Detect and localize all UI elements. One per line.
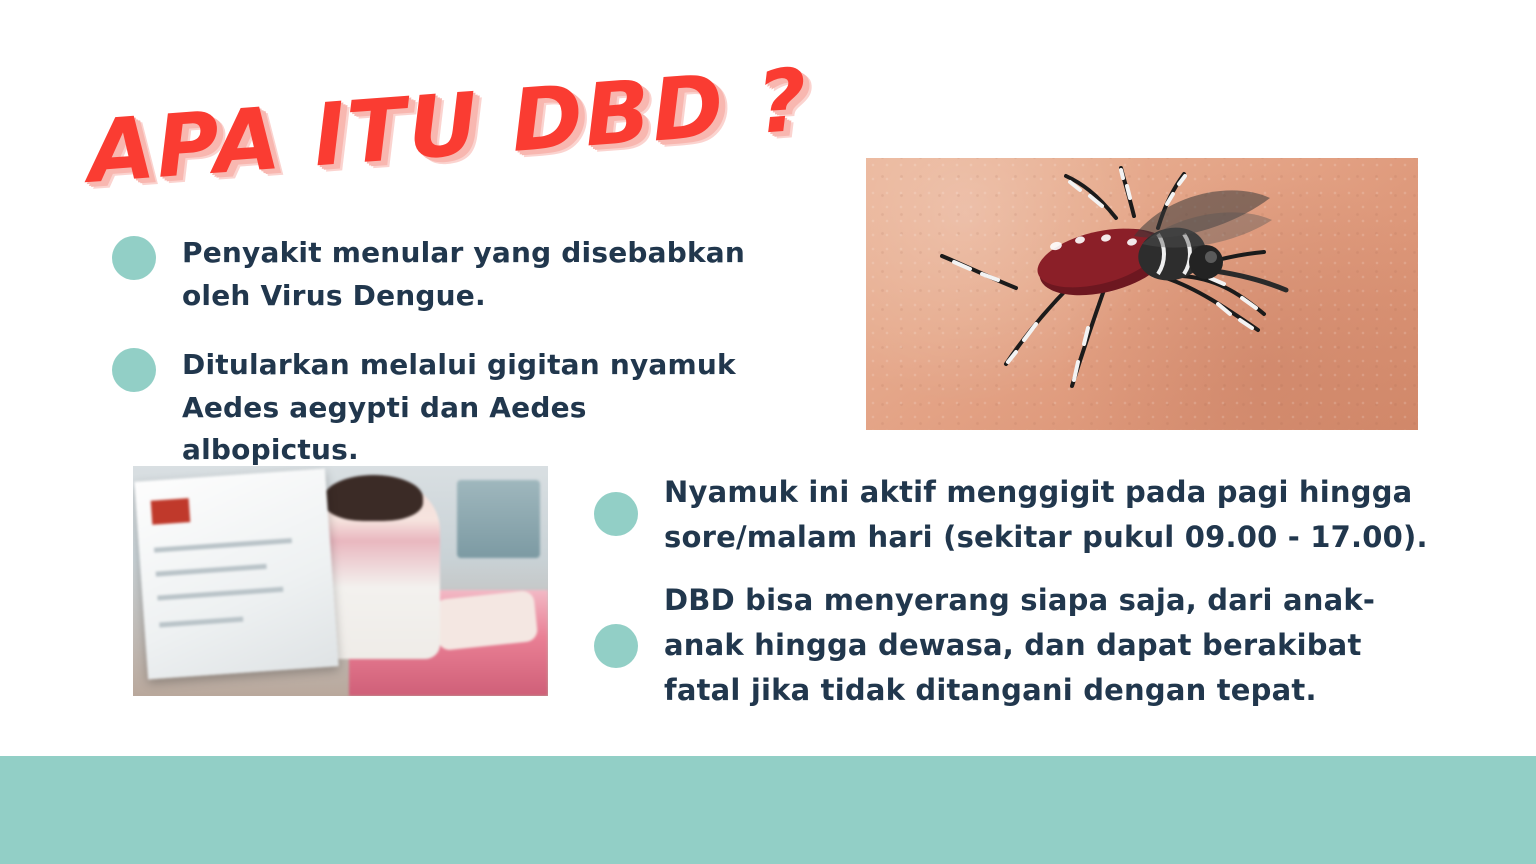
bullet-dot-icon — [594, 624, 638, 668]
hospital-scene — [133, 466, 548, 696]
card-line — [156, 564, 267, 577]
card-logo — [151, 498, 191, 524]
patient-photo — [133, 466, 548, 696]
bullet-text-4: DBD bisa menyerang siapa saja, dari anak-anak hingga dewasa, dan dapat berakibat fatal jika tidak ditangani dengan tepat. — [664, 583, 1376, 707]
card-line — [160, 617, 244, 628]
medical-equipment — [457, 480, 540, 558]
mosquito-illustration — [866, 158, 1418, 430]
mosquito-photo — [866, 158, 1418, 430]
bullet-item-3 — [594, 470, 1464, 560]
pillow — [434, 590, 538, 651]
health-worker-hair — [324, 475, 424, 521]
bullet-item-2 — [112, 344, 772, 472]
bullet-text-2: Ditularkan melalui gigitan nyamuk Aedes aegypti dan Aedes albopictus. — [182, 348, 736, 467]
bullet-item-4 — [594, 578, 1424, 713]
card-line — [155, 539, 292, 554]
bullet-item-1 — [112, 232, 752, 317]
footer-bar — [0, 756, 1536, 864]
bullet-dot-icon — [112, 348, 156, 392]
bullet-text-1: Penyakit menular yang disebabkan oleh Virus Dengue. — [182, 236, 746, 312]
document-card — [135, 469, 339, 680]
bullet-dot-icon — [112, 236, 156, 280]
bullet-text-3: Nyamuk ini aktif menggigit pada pagi hingga sore/malam hari (sekitar pukul 09.00 - 17.00). — [664, 475, 1428, 554]
card-line — [158, 587, 284, 601]
page-title: APA ITU DBD ? — [84, 49, 813, 203]
bullet-dot-icon — [594, 492, 638, 536]
